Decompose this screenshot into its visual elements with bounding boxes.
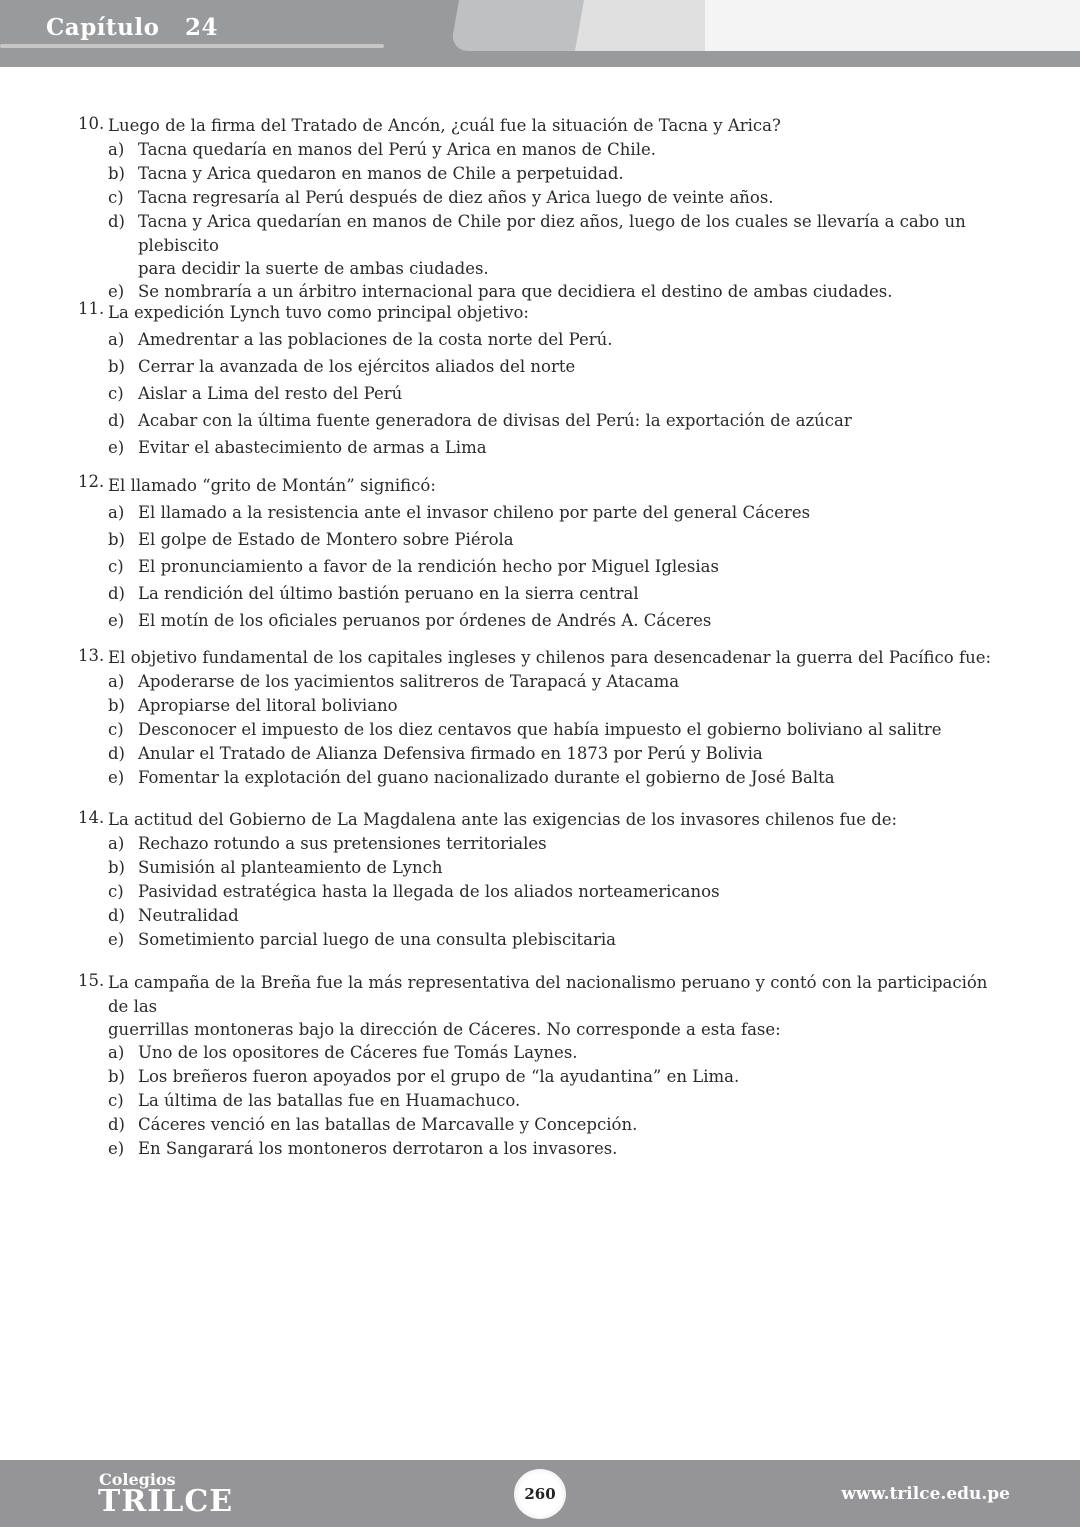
question-13 — [78, 646, 998, 790]
stem-line: El llamado “grito de Montán” significó: — [108, 476, 436, 495]
option-letter: d) — [108, 1115, 125, 1134]
brand-logo: TRILCE — [98, 1484, 234, 1519]
option-text: El pronunciamiento a favor de la rendición hecho por Miguel Iglesias — [138, 557, 719, 576]
question-stem — [78, 114, 998, 138]
answer-option — [78, 407, 998, 434]
question-14 — [78, 808, 998, 952]
answer-option — [78, 210, 998, 280]
question-11 — [78, 299, 998, 461]
option-letter: d) — [108, 744, 125, 763]
option-text: Sumisión al planteamiento de Lynch — [138, 858, 443, 877]
answer-option — [78, 832, 998, 856]
option-text: Cáceres venció en las batallas de Marcavalle y Concepción. — [138, 1115, 638, 1134]
option-text: Aislar a Lima del resto del Perú — [138, 384, 403, 403]
option-text: Rechazo rotundo a sus pretensiones territoriales — [138, 834, 547, 853]
option-letter: e) — [108, 930, 125, 949]
option-text: Fomentar la explotación del guano nacionalizado durante el gobierno de José Balta — [138, 768, 835, 787]
question-stem — [78, 971, 998, 1041]
option-letter: c) — [108, 720, 124, 739]
option-text: La última de las batallas fue en Huamachuco. — [138, 1091, 521, 1110]
answer-option — [78, 742, 998, 766]
answer-option — [78, 526, 998, 553]
header-decoration — [705, 0, 1080, 51]
answer-option — [78, 499, 998, 526]
option-text: Pasividad estratégica hasta la llegada de los aliados norteamericanos — [138, 882, 720, 901]
answer-option — [78, 928, 998, 952]
question-stem — [78, 299, 998, 326]
option-text: Anular el Tratado de Alianza Defensiva firmado en 1873 por Perú y Bolivia — [138, 744, 763, 763]
chapter-title: Capítulo 24 — [46, 14, 218, 41]
option-letter: a) — [108, 503, 125, 522]
answer-option — [78, 904, 998, 928]
option-text: El motín de los oficiales peruanos por órdenes de Andrés A. Cáceres — [138, 611, 712, 630]
header-underline — [0, 44, 384, 48]
option-text: Tacna regresaría al Perú después de diez años y Arica luego de veinte años. — [138, 188, 774, 207]
chapter-header — [0, 0, 1080, 67]
option-text: En Sangarará los montoneros derrotaron a los invasores. — [138, 1139, 618, 1158]
option-letter: b) — [108, 696, 125, 715]
option-letter: d) — [108, 584, 125, 603]
answer-option — [78, 1137, 998, 1161]
stem-line: Luego de la firma del Tratado de Ancón, ¿cuál fue la situación de Tacna y Arica? — [108, 116, 781, 135]
stem-line: El objetivo fundamental de los capitales ingleses y chilenos para desencadenar la guerra del Pacífico fue: — [108, 648, 992, 667]
option-text: Evitar el abastecimiento de armas a Lima — [138, 438, 487, 457]
stem-line: La expedición Lynch tuvo como principal objetivo: — [108, 303, 529, 322]
option-text: Amedrentar a las poblaciones de la costa norte del Perú. — [138, 330, 613, 349]
option-text: Tacna y Arica quedarían en manos de Chile por diez años, luego de los cuales se llevaría a cabo un plebiscito — [138, 212, 966, 255]
answer-option — [78, 1089, 998, 1113]
option-letter: c) — [108, 188, 124, 207]
option-text: Los breñeros fueron apoyados por el grupo de “la ayudantina” en Lima. — [138, 1067, 740, 1086]
option-letter: b) — [108, 357, 125, 376]
answer-option — [78, 1113, 998, 1137]
stem-line: guerrillas montoneras bajo la dirección de Cáceres. No corresponde a esta fase: — [108, 1020, 781, 1039]
option-letter: e) — [108, 1139, 125, 1158]
option-letter: a) — [108, 834, 125, 853]
answer-option — [78, 880, 998, 904]
answer-option — [78, 856, 998, 880]
option-text: Se nombraría a un árbitro internacional para que decidiera el destino de ambas ciudades. — [138, 282, 893, 301]
page-number: 260 — [514, 1469, 566, 1519]
answer-option — [78, 553, 998, 580]
page-footer — [0, 1460, 1080, 1527]
option-letter: e) — [108, 282, 125, 301]
option-letter: b) — [108, 530, 125, 549]
question-number: 12. — [78, 472, 105, 491]
option-text: Apoderarse de los yacimientos salitreros de Tarapacá y Atacama — [138, 672, 680, 691]
option-letter: d) — [108, 212, 125, 231]
header-decoration — [575, 0, 724, 51]
option-letter: d) — [108, 411, 125, 430]
option-letter: e) — [108, 768, 125, 787]
option-letter: a) — [108, 330, 125, 349]
website-url: www.trilce.edu.pe — [841, 1484, 1010, 1504]
answer-option — [78, 580, 998, 607]
option-text: La rendición del último bastión peruano en la sierra central — [138, 584, 639, 603]
option-text: Tacna y Arica quedaron en manos de Chile a perpetuidad. — [138, 164, 624, 183]
option-letter: b) — [108, 164, 125, 183]
answer-option — [78, 694, 998, 718]
question-stem — [78, 472, 998, 499]
option-text: El golpe de Estado de Montero sobre Piérola — [138, 530, 514, 549]
option-letter: b) — [108, 1067, 125, 1086]
question-10 — [78, 114, 998, 304]
question-number: 15. — [78, 971, 105, 990]
answer-option — [78, 1065, 998, 1089]
option-letter: b) — [108, 858, 125, 877]
option-text: Cerrar la avanzada de los ejércitos aliados del norte — [138, 357, 576, 376]
option-text: Uno de los opositores de Cáceres fue Tomás Laynes. — [138, 1043, 578, 1062]
answer-option — [78, 1041, 998, 1065]
option-letter: c) — [108, 384, 124, 403]
option-letter: c) — [108, 557, 124, 576]
option-letter: e) — [108, 438, 125, 457]
answer-option — [78, 766, 998, 790]
answer-option — [78, 670, 998, 694]
question-stem — [78, 646, 998, 670]
option-letter: a) — [108, 1043, 125, 1062]
question-number: 13. — [78, 646, 105, 665]
brand-small: Colegios — [99, 1470, 176, 1489]
answer-option — [78, 718, 998, 742]
option-text: El llamado a la resistencia ante el invasor chileno por parte del general Cáceres — [138, 503, 811, 522]
option-letter: c) — [108, 882, 124, 901]
answer-option — [78, 607, 998, 634]
option-letter: d) — [108, 906, 125, 925]
answer-option — [78, 326, 998, 353]
option-letter: c) — [108, 1091, 124, 1110]
option-letter: a) — [108, 140, 125, 159]
option-text: para decidir la suerte de ambas ciudades. — [138, 259, 489, 278]
question-number: 11. — [78, 299, 105, 318]
question-number: 14. — [78, 808, 105, 827]
option-text: Tacna quedaría en manos del Perú y Arica en manos de Chile. — [138, 140, 656, 159]
answer-option — [78, 380, 998, 407]
answer-option — [78, 186, 998, 210]
question-12 — [78, 472, 998, 634]
option-text: Neutralidad — [138, 906, 239, 925]
question-stem — [78, 808, 998, 832]
answer-option — [78, 353, 998, 380]
option-text: Acabar con la última fuente generadora de divisas del Perú: la exportación de azúcar — [138, 411, 852, 430]
stem-line: La actitud del Gobierno de La Magdalena ante las exigencias de los invasores chilenos fue de: — [108, 810, 898, 829]
option-letter: e) — [108, 611, 125, 630]
answer-option — [78, 162, 998, 186]
answer-option — [78, 138, 998, 162]
answer-option — [78, 434, 998, 461]
option-text: Sometimiento parcial luego de una consulta plebiscitaria — [138, 930, 616, 949]
option-letter: a) — [108, 672, 125, 691]
option-text: Apropiarse del litoral boliviano — [138, 696, 398, 715]
question-15 — [78, 971, 998, 1161]
stem-line: La campaña de la Breña fue la más representativa del nacionalismo peruano y contó con la participación de las — [108, 973, 988, 1016]
option-text: Desconocer el impuesto de los diez centavos que había impuesto el gobierno boliviano al salitre — [138, 720, 942, 739]
question-number: 10. — [78, 114, 105, 133]
